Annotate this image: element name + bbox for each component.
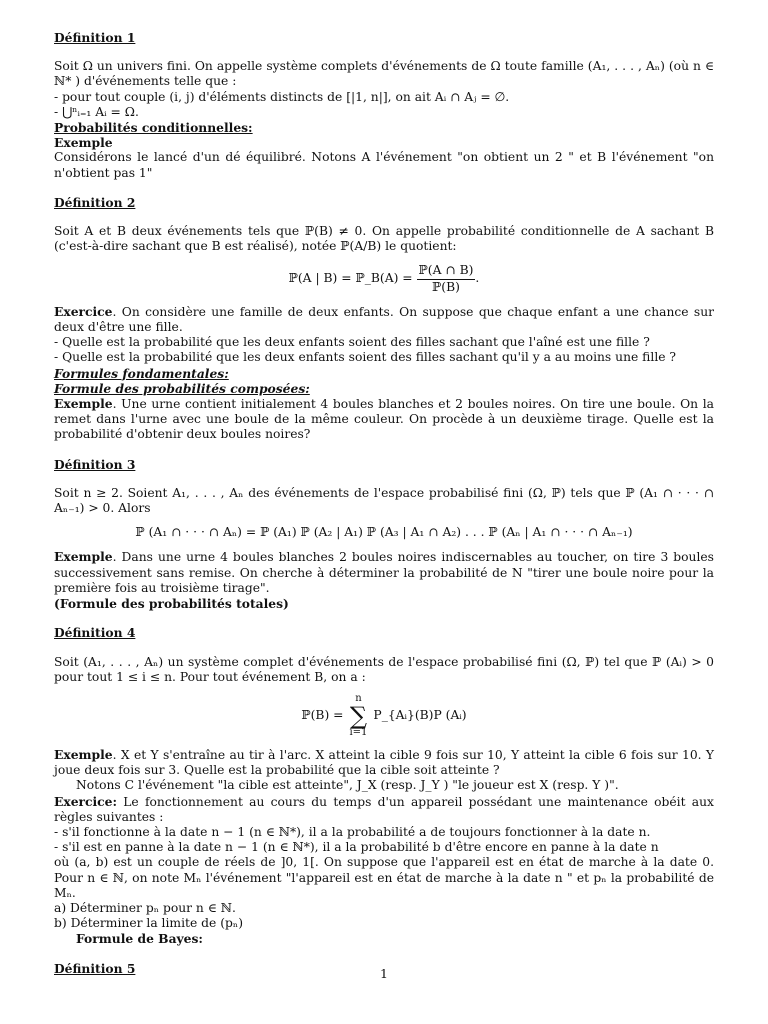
exercise-2-question-a: a) Déterminer pₙ pour n ∈ ℕ. bbox=[54, 900, 236, 915]
bayes-heading: Formule de Bayes: bbox=[76, 931, 203, 947]
definition-1-title: Définition 1 bbox=[54, 30, 136, 45]
example-3-label: Exemple bbox=[54, 549, 113, 565]
formula-right: P_{Aᵢ}(B)P (Aᵢ) bbox=[373, 708, 467, 723]
conditional-probability-heading: Probabilités conditionnelles: bbox=[54, 120, 253, 136]
exercise-1 bbox=[54, 304, 714, 335]
sum-symbol bbox=[349, 694, 367, 738]
formula-left: ℙ(A | B) = ℙ_B(A) = bbox=[288, 271, 413, 286]
exercise-2-text: Le fonctionnement au cours du temps d'un appareil possédant une maintenance obéit aux règles suivantes : bbox=[54, 794, 714, 824]
exercise-2-label: Exercice: bbox=[54, 793, 118, 809]
exercise-2 bbox=[54, 794, 714, 825]
fraction-numerator: ℙ(A ∩ B) bbox=[417, 263, 476, 279]
definition-5-title: Définition 5 bbox=[54, 960, 136, 976]
exercise-2-rule-2: - s'il est en panne à la date n − 1 (n ∈ ℕ*), il a la probabilité b d'être encore en panne à la date n bbox=[54, 840, 659, 855]
example-2-label: Exemple bbox=[54, 396, 113, 412]
example-3-text: . Dans une urne 4 boules blanches 2 boules noires indiscernables au toucher, on tire 3 boules successivement sans remise. On cherche à déterminer la probabilité de N "tirer une boule noire pour la première fois au troisième tirage". bbox=[54, 550, 714, 595]
sigma-glyph: ∑ bbox=[349, 701, 368, 730]
example-1-heading: Exemple bbox=[54, 135, 113, 151]
definition-4-formula bbox=[54, 694, 714, 738]
definition-3-title: Définition 3 bbox=[54, 456, 136, 472]
example-2 bbox=[54, 396, 714, 443]
definition-3-text: Soit n ≥ 2. Soient A₁, . . . , Aₙ des événements de l'espace probabilisé fini (Ω, ℙ) tels que ℙ (A₁ ∩ · · · ∩ Aₙ₋₁) > 0. Alors bbox=[54, 485, 714, 516]
sum-lower: i=1 bbox=[349, 726, 368, 738]
exercise-2-rule-1: - s'il fonctionne à la date n − 1 (n ∈ ℕ*), il a la probabilité a de toujours fonctionner à la date n. bbox=[54, 824, 651, 839]
exercise-2-rule-3: où (a, b) est un couple de réels de ]0, 1[. On suppose que l'appareil est en état de marche à la date 0. Pour n ∈ ℕ, on note Mₙ l'événement "l'appareil est en état de marche à la date n " et pₙ la probabilité de Mₙ. bbox=[54, 855, 714, 900]
document-page bbox=[54, 30, 714, 976]
total-probability-heading: (Formule des probabilités totales) bbox=[54, 596, 289, 612]
example-2-text: . Une urne contient initialement 4 boules blanches et 2 boules noires. On tire une boule. On la remet dans l'urne avec une boule de la même couleur. On procède à un deuxième tirage. Quelle est la probabilité d'obtenir deux boules noires? bbox=[54, 397, 714, 442]
exercise-1-text: . On considère une famille de deux enfants. On suppose que chaque enfant a une chance sur deux d'être une fille. bbox=[54, 304, 714, 335]
formula-fraction bbox=[417, 263, 476, 294]
definition-1-item-2: - ⋃ⁿᵢ₌₁ Aᵢ = Ω. bbox=[54, 104, 139, 119]
definition-2-formula: ℙ(A | B) = ℙ_B(A) = $\frac{\text{ℙ(A ∩ B)}}{\text{ℙ(B)}}$ . bbox=[288, 263, 480, 294]
example-4-note: Notons C l'événement "la cible est atteinte", J_X (resp. J_Y ) "le joueur est X (resp. Y )". bbox=[76, 778, 619, 793]
exercise-1-question-2: - Quelle est la probabilité que les deux enfants soient des filles sachant qu'il y a au moins une fille ? bbox=[54, 350, 677, 365]
exercise-1-label: Exercice bbox=[54, 303, 113, 319]
example-1-text: Considérons le lancé d'un dé équilibré. Notons A l'événement "on obtient un 2 " et B l'événement "on n'obtient pas 1" bbox=[54, 150, 714, 180]
definition-2-title: Définition 2 bbox=[54, 194, 136, 210]
exercise-1-question-1: - Quelle est la probabilité que les deux enfants soient des filles sachant que l'aîné est une fille ? bbox=[54, 335, 650, 350]
fraction-denominator: ℙ(B) bbox=[432, 279, 460, 294]
exercise-2-question-b: b) Déterminer la limite de (pₙ) bbox=[54, 916, 243, 931]
fundamental-formulas-heading: Formules fondamentales: bbox=[54, 365, 229, 381]
compound-probability-heading: Formule des probabilités composées: bbox=[54, 380, 310, 396]
sum-upper: n bbox=[355, 692, 362, 704]
definition-4-title: Définition 4 bbox=[54, 625, 136, 641]
page-number: 1 bbox=[380, 966, 388, 981]
definition-3-formula: ℙ (A₁ ∩ · · · ∩ Aₙ) = ℙ (A₁) ℙ (A₂ | A₁) ℙ (A₃ | A₁ ∩ A₂) . . . ℙ (Aₙ | A₁ ∩ · · · ∩ Aₙ₋₁) bbox=[135, 525, 633, 540]
definition-4-text: Soit (A₁, . . . , Aₙ) un système complet d'événements de l'espace probabilisé fini (Ω, ℙ) tel que ℙ (Aᵢ) > 0 pour tout 1 ≤ i ≤ n. Pour tout événement B, on a : bbox=[54, 654, 714, 684]
formula-left: ℙ(B) = bbox=[301, 708, 344, 723]
example-4-label: Exemple bbox=[54, 746, 113, 762]
example-4-text: . X et Y s'entraîne au tir à l'arc. X atteint la cible 9 fois sur 10, Y atteint la cible 6 fois sur 10. Y joue deux fois sur 3. Quelle est la probabilité que la cible soit atteinte ? bbox=[54, 747, 714, 778]
definition-1-item-1: - pour tout couple (i, j) d'éléments distincts de [|1, n|], on ait Aᵢ ∩ Aⱼ = ∅. bbox=[54, 89, 510, 104]
example-4 bbox=[54, 747, 714, 778]
definition-1-text: Soit Ω un univers fini. On appelle système complets d'événements de Ω toute famille (A₁, . . . , Aₙ) (où n ∈ ℕ* ) d'événements telle que : bbox=[54, 59, 714, 89]
definition-2-text: Soit A et B deux événements tels que ℙ(B) ≠ 0. On appelle probabilité conditionnelle de A sachant B (c'est-à-dire sachant que B est réalisé), notée ℙ(A/B) le quotient: bbox=[54, 224, 714, 254]
example-3 bbox=[54, 549, 714, 596]
